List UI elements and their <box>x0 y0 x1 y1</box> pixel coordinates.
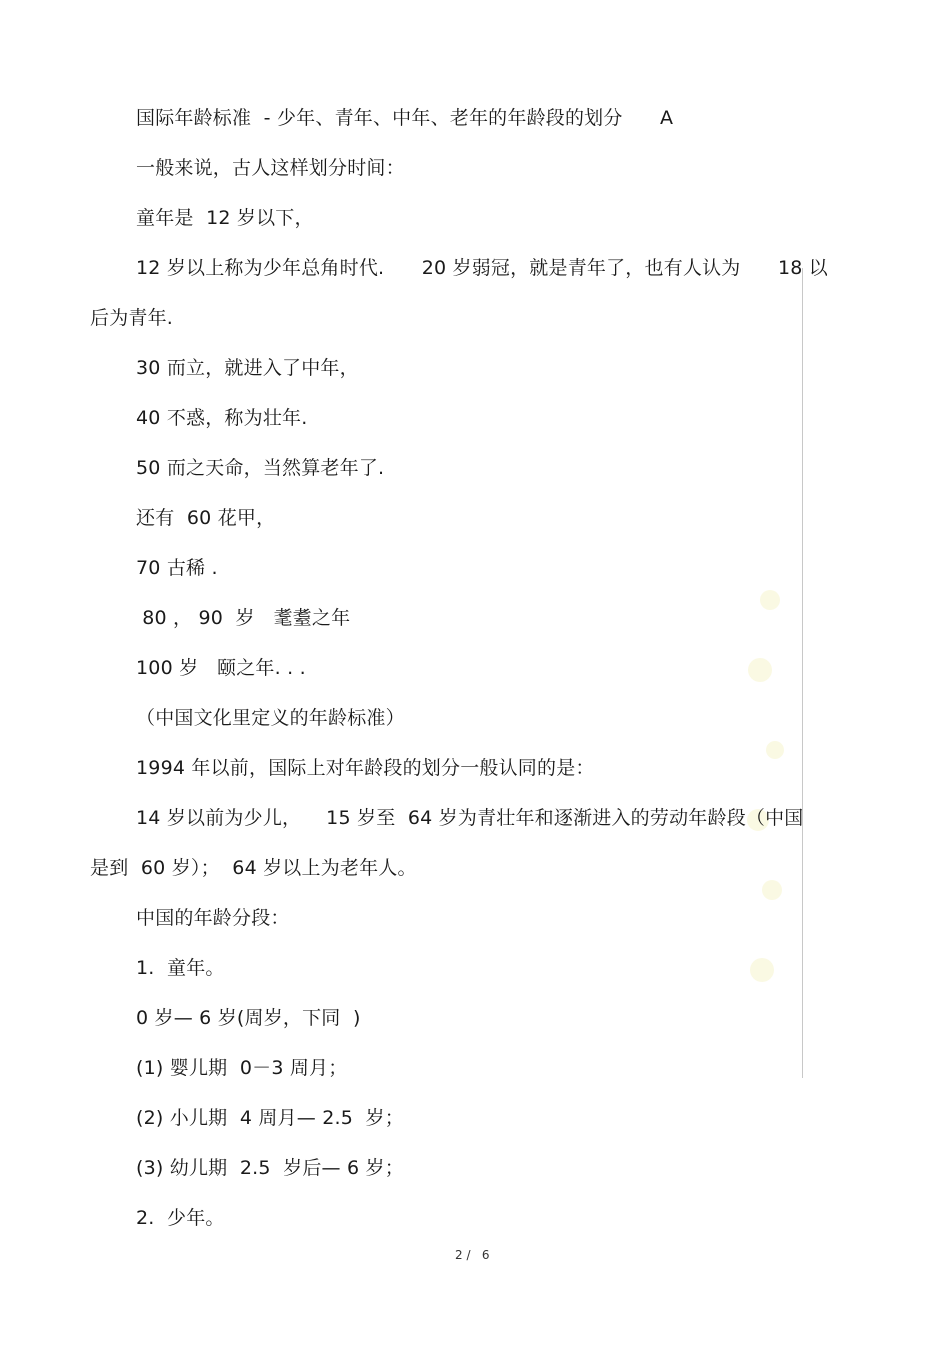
text-line: (2) 小儿期 4 周月— 2.5 岁； <box>136 1107 404 1129</box>
text-line: 80 ， 90 岁 耄耋之年 <box>136 607 351 629</box>
page-number: 2 / 6 <box>455 1248 490 1262</box>
text-line: 还有 60 花甲， <box>136 507 276 529</box>
watermark-decoration <box>740 560 800 1040</box>
text-line: （中国文化里定义的年龄标准） <box>136 707 405 729</box>
text-line: 是到 60 岁）； 64 岁以上为老年人。 <box>90 857 417 879</box>
text-line: (1) 婴儿期 0－3 周月； <box>136 1057 348 1079</box>
document-title: 国际年龄标准 - 少年、青年、中年、老年的年龄段的划分 A <box>136 107 674 129</box>
text-line: 14 岁以前为少儿， 15 岁至 64 岁为青壮年和逐渐进入的劳动年龄段（中国 <box>136 807 804 829</box>
text-line: 童年是 12 岁以下， <box>136 207 314 229</box>
margin-rule <box>802 268 803 1078</box>
text-line: 70 古稀 . <box>136 557 218 579</box>
text-line: (3) 幼儿期 2.5 岁后— 6 岁； <box>136 1157 404 1179</box>
text-line: 100 岁 颐之年. . . <box>136 657 306 679</box>
text-line: 2. 少年。 <box>136 1207 225 1229</box>
text-line: 12 岁以上称为少年总角时代. 20 岁弱冠，就是青年了，也有人认为 18 以 <box>136 257 828 279</box>
text-line: 后为青年. <box>90 307 174 329</box>
text-line: 50 而之天命，当然算老年了. <box>136 457 385 479</box>
text-line: 一般来说，古人这样划分时间： <box>136 157 405 179</box>
text-line: 1994 年以前，国际上对年龄段的划分一般认同的是： <box>136 757 595 779</box>
text-line: 40 不惑，称为壮年. <box>136 407 308 429</box>
text-line: 0 岁— 6 岁(周岁，下同 ) <box>136 1007 361 1029</box>
text-line: 中国的年龄分段： <box>136 907 290 929</box>
text-line: 30 而立，就进入了中年， <box>136 357 359 379</box>
text-line: 1. 童年。 <box>136 957 225 979</box>
